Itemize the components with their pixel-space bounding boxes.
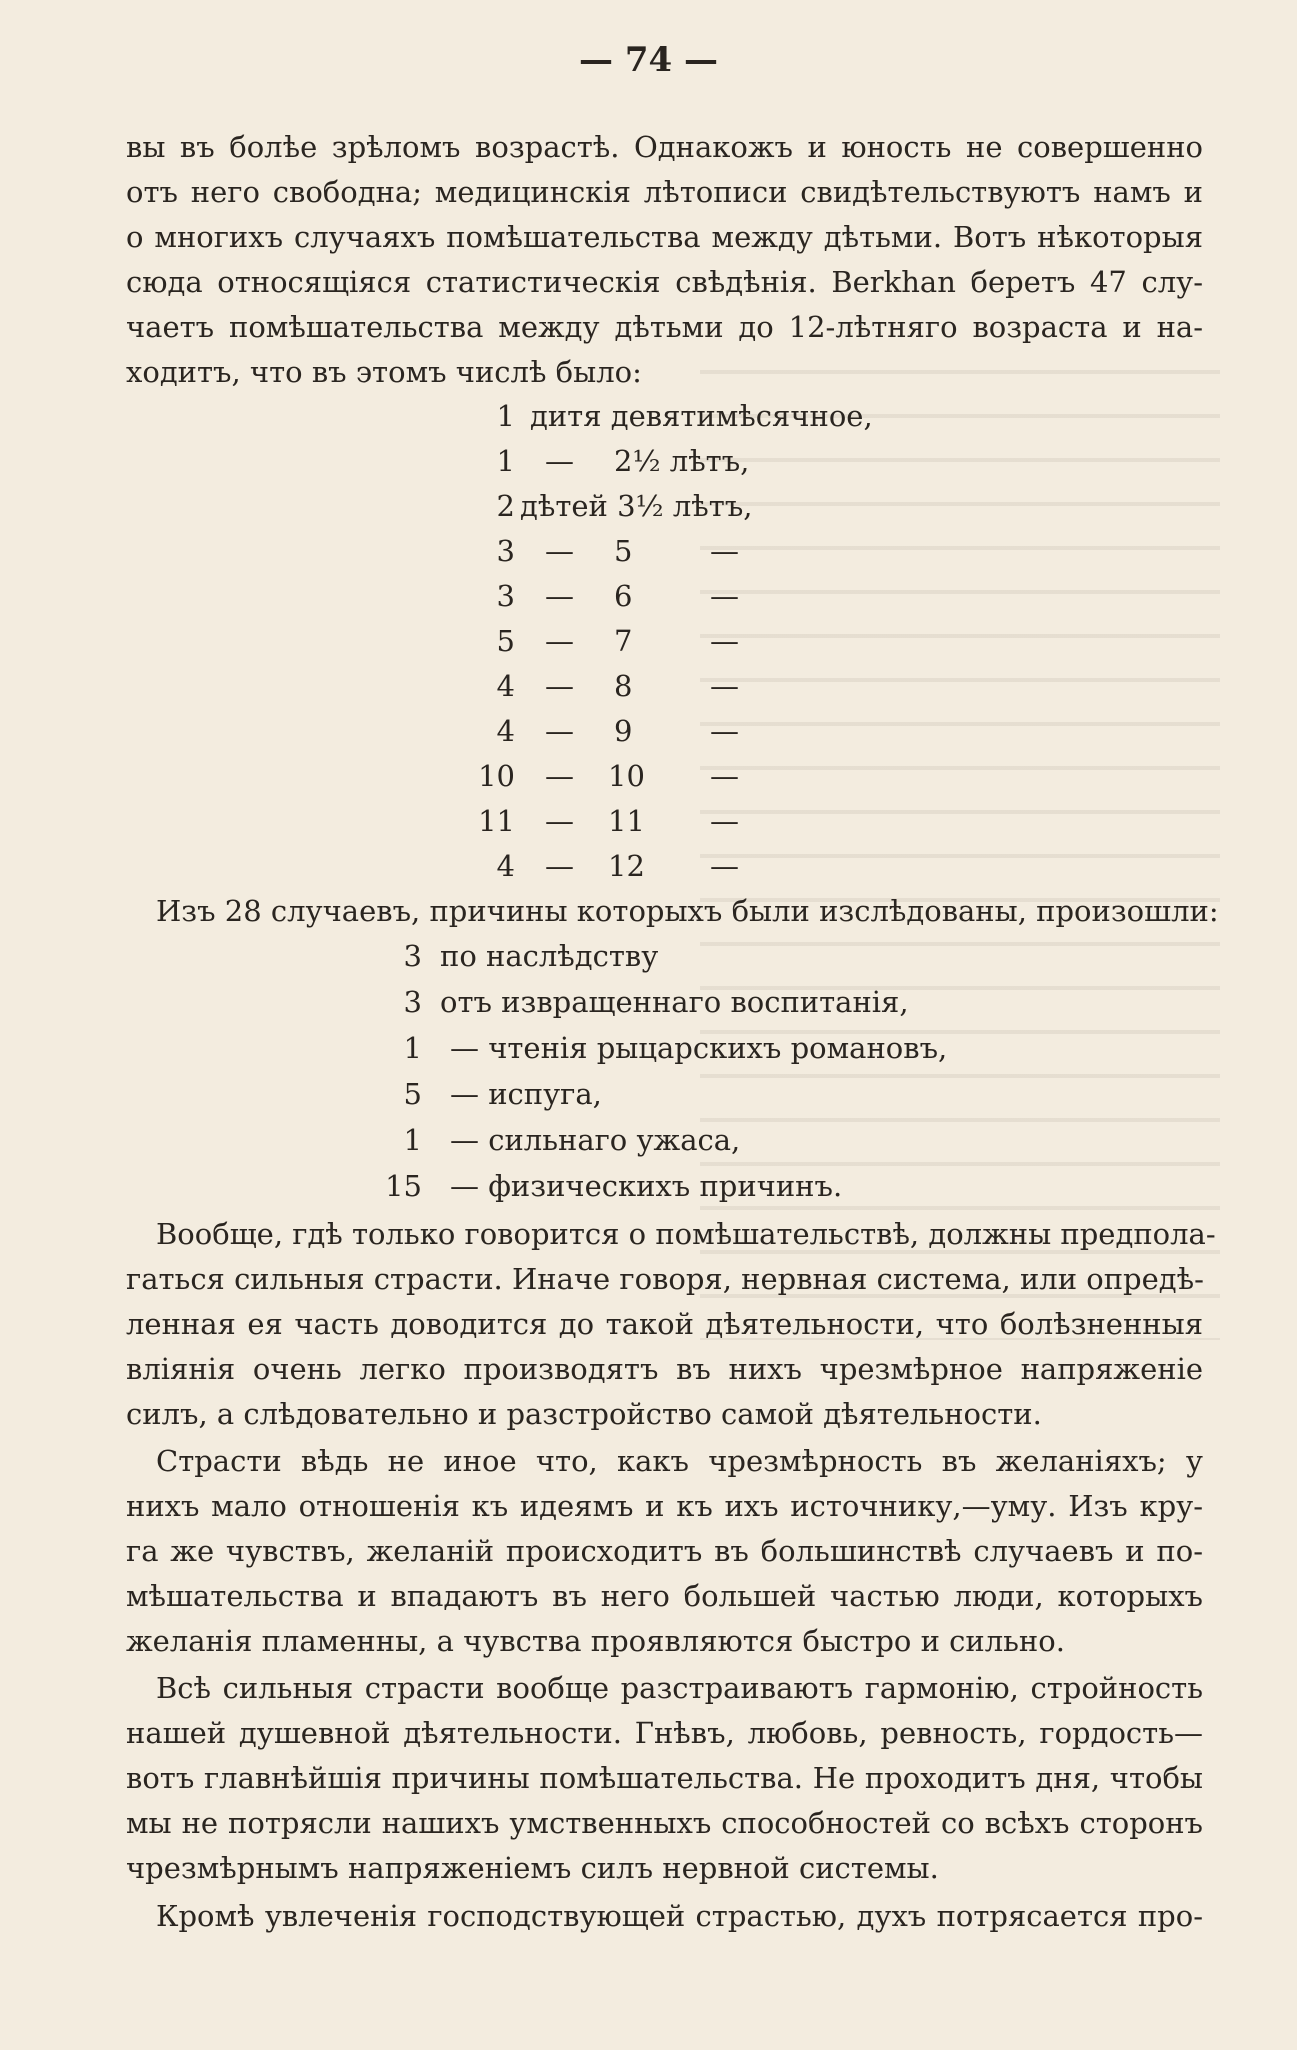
text-line: Вообще, гдѣ только говорится о помѣшательствѣ, должны предпола-	[156, 1217, 1216, 1251]
cause-text: — физическихъ причинъ.	[450, 1169, 843, 1203]
age-count: 1	[496, 399, 515, 433]
cause-count: 5	[403, 1077, 422, 1111]
text-line: гаться сильныя страсти. Иначе говоря, нервная система, или опредѣ-	[126, 1262, 1204, 1296]
text-line: чаетъ помѣшательства между дѣтьми до 12-лѣтняго возраста и на-	[126, 310, 1203, 344]
age-unit-ditto: —	[710, 534, 739, 568]
cause-count: 1	[403, 1031, 422, 1065]
cause-count: 3	[403, 939, 422, 973]
age-dash: —	[545, 624, 574, 658]
age-dash: —	[545, 579, 574, 613]
cause-text: отъ извращеннаго воспитанія,	[440, 985, 909, 1019]
age-label: 11	[608, 804, 645, 838]
age-dash: —	[545, 849, 574, 883]
age-dash: —	[545, 804, 574, 838]
age-unit-ditto: —	[710, 669, 739, 703]
age-count: 5	[496, 624, 515, 658]
age-unit-ditto: —	[710, 714, 739, 748]
cause-text: — чтенія рыцарскихъ романовъ,	[450, 1031, 948, 1065]
age-count: 3	[496, 534, 515, 568]
age-unit-ditto: —	[710, 849, 739, 883]
age-count: 4	[496, 669, 515, 703]
age-count: 4	[496, 849, 515, 883]
text-line: чрезмѣрнымъ напряженіемъ силъ нервной системы.	[126, 1851, 939, 1885]
causes-intro: Изъ 28 случаевъ, причины которыхъ были изслѣдованы, произошли:	[156, 894, 1219, 928]
age-label: 2½ лѣтъ,	[614, 444, 750, 478]
age-dash: —	[545, 759, 574, 793]
text-line: вы въ болѣе зрѣломъ возрастѣ. Однакожъ и юность не совершенно	[126, 130, 1203, 164]
age-label: 9	[614, 714, 633, 748]
text-line: Страсти вѣдь не иное что, какъ чрезмѣрность въ желаніяхъ; у	[156, 1444, 1203, 1478]
cause-text: — испуга,	[450, 1077, 602, 1111]
age-label: дѣтей 3½ лѣтъ,	[520, 489, 753, 523]
text-line: Всѣ сильныя страсти вообще разстраиваютъ гармонію, стройность	[156, 1671, 1203, 1705]
age-dash: —	[545, 669, 574, 703]
age-label: 8	[614, 669, 633, 703]
age-count: 3	[496, 579, 515, 613]
age-count: 1	[496, 444, 515, 478]
age-label: 7	[614, 624, 633, 658]
age-label: дитя девятимѣсячное,	[530, 399, 873, 433]
age-label: 12	[608, 849, 645, 883]
age-label: 10	[608, 759, 645, 793]
cause-count: 15	[385, 1169, 422, 1203]
text-line: мы не потрясли нашихъ умственныхъ способностей со всѣхъ сторонъ	[126, 1806, 1203, 1840]
age-count: 4	[496, 714, 515, 748]
text-line: отъ него свободна; медицинскія лѣтописи свидѣтельствуютъ намъ и	[126, 175, 1203, 209]
text-line: сюда относящіяся статистическія свѣдѣнія. Berkhan беретъ 47 слу-	[126, 265, 1203, 299]
age-dash: —	[545, 714, 574, 748]
text-line: Кромѣ увлеченія господствующей страстью, духъ потрясается про-	[156, 1899, 1203, 1933]
age-unit-ditto: —	[710, 804, 739, 838]
text-line: силъ, а слѣдовательно и разстройство самой дѣятельности.	[126, 1397, 1042, 1431]
text-line: желанія пламенны, а чувства проявляются быстро и сильно.	[126, 1624, 1065, 1658]
age-count: 10	[478, 759, 515, 793]
cause-text: — сильнаго ужаса,	[450, 1123, 741, 1157]
text-line: о многихъ случаяхъ помѣшательства между дѣтьми. Вотъ нѣкоторыя	[126, 220, 1203, 254]
age-unit-ditto: —	[710, 624, 739, 658]
text-line: нашей душевной дѣятельности. Гнѣвъ, любовь, ревность, гордость—	[126, 1716, 1203, 1750]
cause-text: по наслѣдству	[440, 939, 659, 973]
age-label: 6	[614, 579, 633, 613]
age-dash: —	[545, 534, 574, 568]
age-label: 5	[614, 534, 633, 568]
text-line: вотъ главнѣйшія причины помѣшательства. Не проходитъ дня, чтобы	[126, 1761, 1203, 1795]
age-unit-ditto: —	[710, 759, 739, 793]
cause-count: 1	[403, 1123, 422, 1157]
text-line: га же чувствъ, желаній происходитъ въ большинствѣ случаевъ и по-	[126, 1534, 1203, 1568]
cause-count: 3	[403, 985, 422, 1019]
age-unit-ditto: —	[710, 579, 739, 613]
text-line: ленная ея часть доводится до такой дѣятельности, что болѣзненныя	[126, 1307, 1203, 1341]
text-line: мѣшательства и впадаютъ въ него большей частью люди, которыхъ	[126, 1579, 1203, 1613]
age-dash: —	[545, 444, 574, 478]
text-line: вліянія очень легко производятъ въ нихъ чрезмѣрное напряженіе	[126, 1352, 1203, 1386]
age-count: 11	[478, 804, 515, 838]
text-line: ходитъ, что въ этомъ числѣ было:	[126, 355, 642, 389]
text-line: нихъ мало отношенія къ идеямъ и къ ихъ источнику,—уму. Изъ кру-	[126, 1489, 1203, 1523]
page-number: — 74 —	[579, 40, 718, 80]
age-count: 2	[496, 489, 515, 523]
